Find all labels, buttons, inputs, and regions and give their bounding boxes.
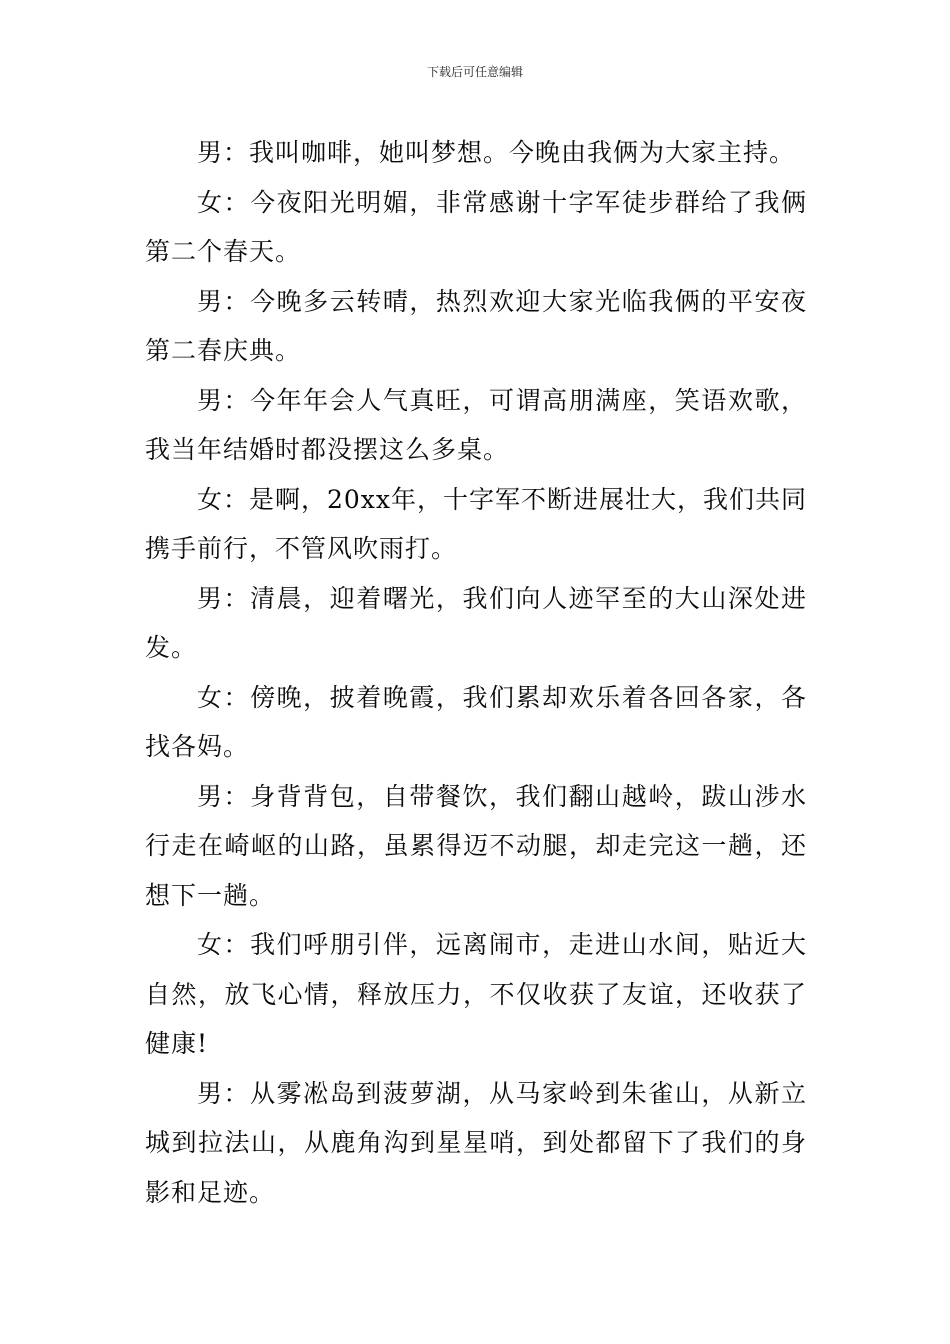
paragraph: 男：身背背包，自带餐饮，我们翻山越岭，跋山涉水行走在崎岖的山路，虽累得迈不动腿，却走完这一趟，还想下一趟。 bbox=[145, 781, 807, 910]
paragraph: 男：我叫咖啡，她叫梦想。今晚由我俩为大家主持。 bbox=[197, 138, 796, 167]
page-header: 下载后可任意编辑 bbox=[426, 65, 523, 79]
paragraph: 女：我们呼朋引伴，远离闹市，走进山水间，贴近大自然，放飞心情，释放压力，不仅收获了友谊，还收获了健康! bbox=[145, 930, 807, 1058]
document-body bbox=[145, 128, 807, 1217]
paragraph: 男：清晨，迎着曙光，我们向人迹罕至的大山深处进发。 bbox=[145, 583, 807, 662]
paragraph: 女：傍晚，披着晚霞，我们累却欢乐着各回各家，各找各妈。 bbox=[145, 682, 807, 761]
paragraph: 男：从雾凇岛到菠萝湖，从马家岭到朱雀山，从新立城到拉法山，从鹿角沟到星星哨，到处都留下了我们的身影和足迹。 bbox=[145, 1078, 807, 1207]
paragraph: 男：今晚多云转晴，热烈欢迎大家光临我俩的平安夜第二春庆典。 bbox=[145, 286, 807, 365]
paragraph: 男：今年年会人气真旺，可谓高朋满座，笑语欢歌，我当年结婚时都没摆这么多桌。 bbox=[145, 385, 807, 464]
paragraph: 女：是啊，20xx年，十字军不断进展壮大，我们共同携手前行，不管风吹雨打。 bbox=[145, 484, 808, 563]
paragraph: 女：今夜阳光明媚，非常感谢十字军徒步群给了我俩第二个春天。 bbox=[145, 187, 807, 266]
